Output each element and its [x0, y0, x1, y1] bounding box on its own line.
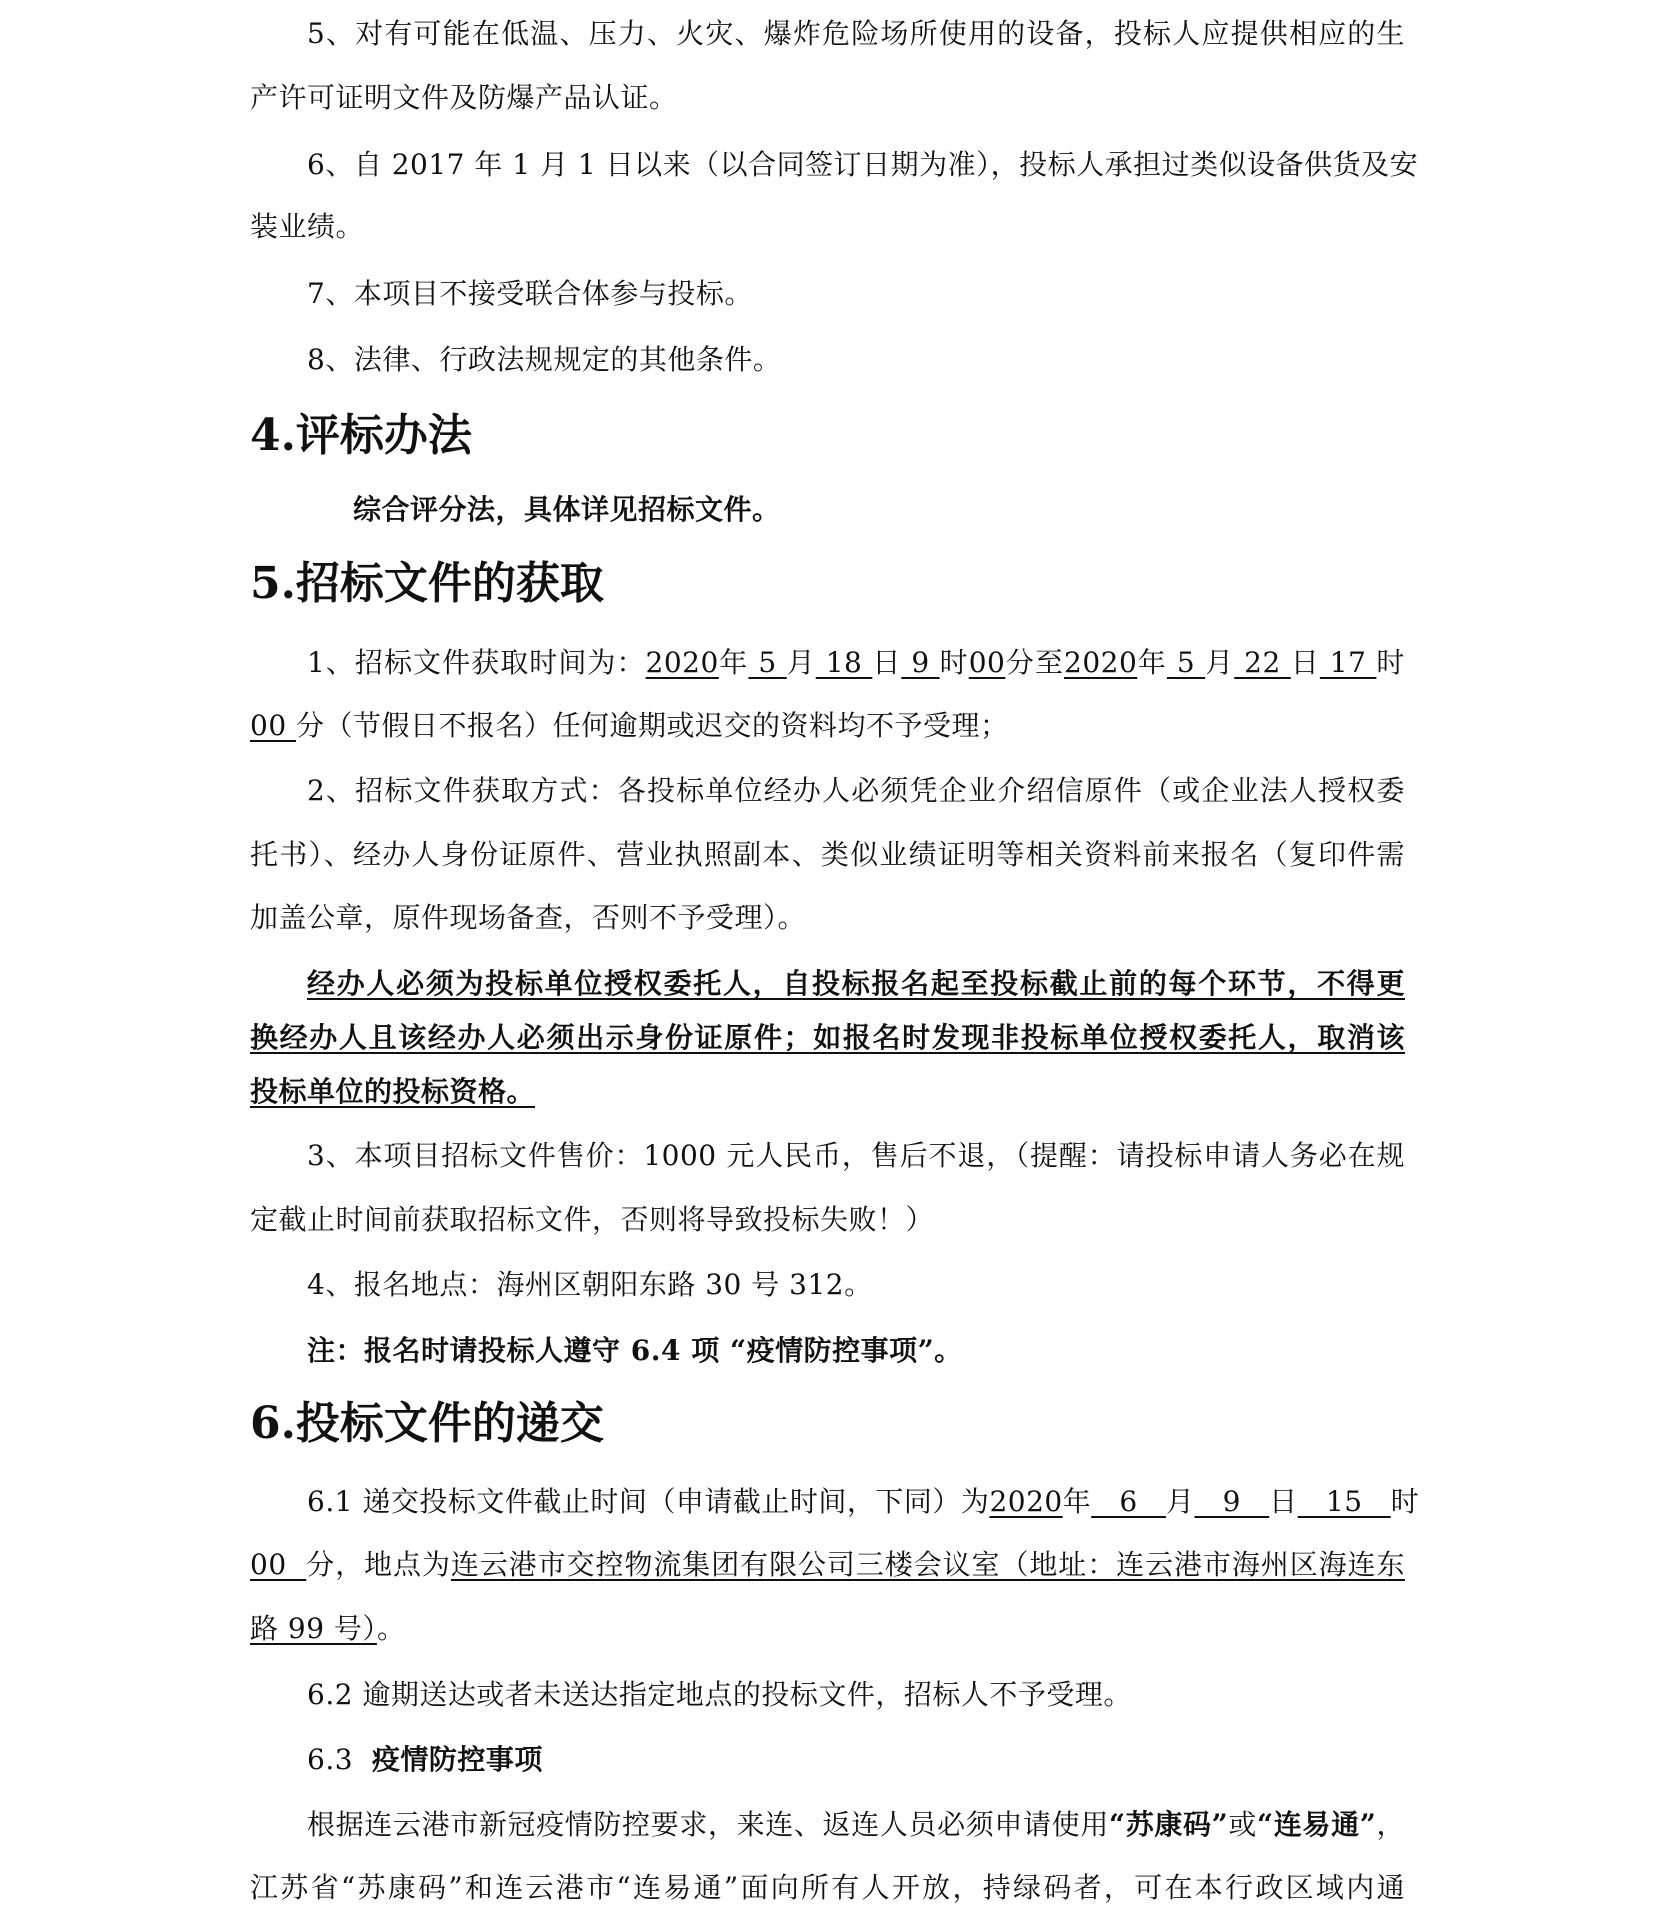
p1-end-day: 22: [1234, 646, 1291, 679]
p63-title: 疫情防控事项: [371, 1743, 543, 1776]
section-6-p61-line2: [250, 1545, 1405, 1585]
section-6-p61-line3: [250, 1609, 1405, 1649]
p63-number: 6.3: [307, 1743, 354, 1776]
p61-end: 。: [376, 1612, 406, 1645]
section-4-body: 综合评分法，具体详见招标文件。: [353, 493, 781, 526]
p1-end-year: 2020: [1064, 646, 1138, 679]
p63-text-a: 根据连云港市新冠疫情防控要求，来连、返连人员必须申请使用: [307, 1808, 1109, 1841]
p1-start-month: 5: [748, 646, 787, 679]
section-6-heading: 6.投标文件的递交: [250, 1398, 604, 1449]
p61-day: 9: [1194, 1485, 1270, 1518]
p1-prefix: 1、招标文件获取时间为：: [307, 646, 646, 679]
p61-year: 2020: [989, 1485, 1063, 1518]
section-5-notice-line3: [250, 1072, 1405, 1112]
p1-end-minute: 00: [250, 709, 297, 742]
section-6-p63-line2: 江苏省“苏康码”和连云港市“连易通”面向所有人开放，持绿码者，可在本行政区域内通: [250, 1871, 1405, 1904]
criteria-item-6-line1: 6、自 2017 年 1 月 1 日以来（以合同签订日期为准），投标人承担过类似设备供货及安: [307, 148, 1419, 181]
criteria-item-7: 7、本项目不接受联合体参与投标。: [307, 277, 753, 310]
p61-hour: 15: [1297, 1485, 1391, 1518]
section-5-note: 注：报名时请投标人遵守 6.4 项 “疫情防控事项”。: [307, 1334, 963, 1367]
p63-text-or: 或: [1228, 1808, 1258, 1841]
section-5-heading: 5.招标文件的获取: [250, 558, 604, 609]
p61-day-label: 日: [1269, 1485, 1298, 1518]
p61-prefix: 6.1 递交投标文件截止时间（申请截止时间，下同）为: [307, 1485, 990, 1518]
p1-suffix: 分（节假日不报名）任何逾期或迟交的资料均不予受理；: [296, 709, 1009, 742]
p1-year-label-2: 年: [1137, 646, 1167, 679]
p1-end-month: 5: [1166, 646, 1206, 679]
p1-month-label: 月: [786, 646, 816, 679]
section-5-p1-line2: [250, 706, 1405, 746]
p1-day-label: 日: [872, 646, 902, 679]
section-4-heading: 4.评标办法: [250, 410, 472, 461]
criteria-item-8: 8、法律、行政法规规定的其他条件。: [307, 343, 782, 376]
p1-start-minute: 00: [968, 646, 1006, 679]
section-5-p3-line2: 定截止时间前获取招标文件，否则将导致投标失败！）: [250, 1203, 935, 1236]
p1-start-year: 2020: [645, 646, 719, 679]
p1-month-label-2: 月: [1205, 646, 1235, 679]
p1-day-label-2: 日: [1290, 646, 1320, 679]
section-5-p2-line2: 托书）、经办人身份证原件、营业执照副本、类似业绩证明等相关资料前来报名（复印件需: [250, 838, 1405, 871]
p61-place-2: 路 99 号）: [250, 1612, 377, 1645]
criteria-item-5-line1: 5、对有可能在低温、压力、火灾、爆炸危险场所使用的设备，投标人应提供相应的生: [307, 17, 1405, 50]
section-5-p4: 4、报名地点：海州区朝阳东路 30 号 312。: [307, 1268, 873, 1301]
p1-start-day: 18: [815, 646, 873, 679]
p1-hour-label-2: 时: [1376, 646, 1405, 679]
p61-month: 6: [1091, 1485, 1166, 1518]
p1-year-label: 年: [718, 646, 749, 679]
section-6-p62: 6.2 逾期送达或者未送达指定地点的投标文件，招标人不予受理。: [307, 1678, 1132, 1711]
p63-lianyitong: “连易通”: [1257, 1808, 1377, 1841]
p1-end-hour: 17: [1319, 646, 1377, 679]
notice-text-2: 换经办人且该经办人必须出示身份证原件；如报名时发现非投标单位授权委托人，取消该: [250, 1021, 1405, 1054]
notice-text-1: 经办人必须为投标单位授权委托人，自投标报名起至投标截止前的每个环节，不得更: [307, 967, 1405, 1000]
section-6-p63-heading: [250, 1740, 1405, 1780]
section-5-p3-line1: 3、本项目招标文件售价：1000 元人民币，售后不退，（提醒：请投标申请人务必在规: [307, 1139, 1405, 1172]
p61-year-label: 年: [1062, 1485, 1092, 1518]
section-5-p1-line1: [250, 643, 1405, 683]
criteria-item-5-line2: 产许可证明文件及防爆产品认证。: [250, 81, 678, 114]
p61-place-1: 连云港市交控物流集团有限公司三楼会议室（地址：连云港市海州区海连东: [450, 1548, 1405, 1581]
section-5-notice-line2: [250, 1018, 1405, 1058]
section-6-p61-line1: [250, 1482, 1420, 1522]
p63-comma: ，: [1376, 1808, 1405, 1841]
p61-month-label: 月: [1165, 1485, 1195, 1518]
p1-to-label: 分至: [1005, 646, 1065, 679]
p61-hour-label: 时: [1390, 1485, 1420, 1518]
p63-sukangma: “苏康码”: [1108, 1808, 1229, 1841]
notice-text-3: 投标单位的投标资格。: [250, 1075, 536, 1108]
p61-mid: 分，地点为: [306, 1548, 451, 1581]
section-5-p2-line1: 2、招标文件获取方式：各投标单位经办人必须凭企业介绍信原件（或企业法人授权委: [307, 774, 1405, 807]
section-5-notice-line1: [250, 964, 1405, 1004]
p61-minute: 00: [250, 1548, 307, 1581]
p1-start-hour: 9: [901, 646, 940, 679]
section-6-p63-line1: [250, 1805, 1405, 1845]
section-5-p2-line3: 加盖公章，原件现场备查，否则不予受理）。: [250, 901, 807, 934]
criteria-item-6-line2: 装业绩。: [250, 210, 365, 243]
p1-hour-label: 时: [939, 646, 969, 679]
